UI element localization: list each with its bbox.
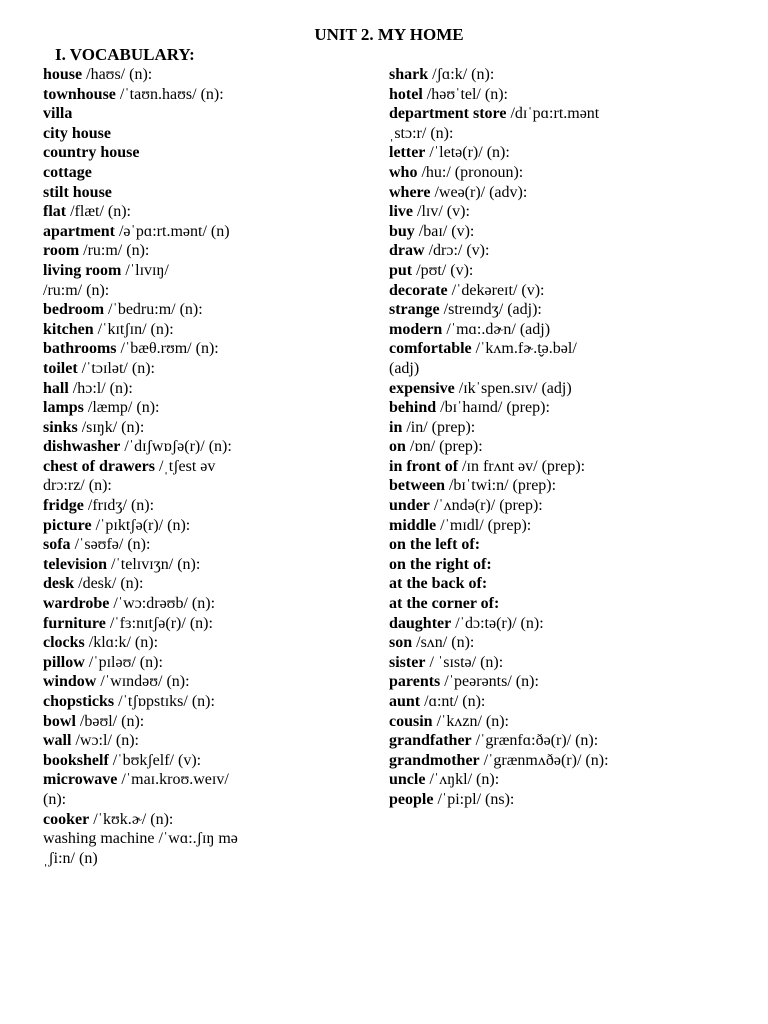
vocab-word: middle <box>389 516 437 534</box>
vocab-word: flat <box>43 203 67 221</box>
vocab-word: modern <box>389 320 443 338</box>
vocab-word: sofa <box>43 536 71 554</box>
vocab-pronunciation: /ˈdekəreɪt/ (v): <box>447 281 545 299</box>
vocab-entry <box>43 398 343 418</box>
vocab-pronunciation: /desk/ (n): <box>74 575 144 593</box>
vocab-pronunciation: /ˈgrænfɑ:ðə(r)/ (n): <box>471 732 599 750</box>
vocab-pronunciation: /haʊs/ (n): <box>82 66 153 83</box>
vocab-entry <box>43 516 343 536</box>
vocab-word: television <box>43 555 107 573</box>
vocab-entry <box>43 85 343 105</box>
vocab-word: on the right of: <box>389 555 492 573</box>
vocab-pronunciation: washing machine /ˈwɑ:.ʃɪŋ mə <box>43 830 238 848</box>
vocab-pronunciation: /əˈpɑ:rt.mənt/ (n) <box>114 222 230 240</box>
vocab-pronunciation: /ˈkʌm.fɚ.t̬ə.bəl/ <box>471 340 577 358</box>
vocab-word: shark <box>389 66 429 83</box>
vocab-pronunciation: /ˈpɪktʃə(r)/ (n): <box>91 516 191 534</box>
vocab-word: live <box>389 203 413 221</box>
vocab-word: behind <box>389 399 437 417</box>
vocab-word: room <box>43 242 80 260</box>
vocab-entry <box>43 731 343 751</box>
vocab-entry <box>43 359 343 379</box>
vocab-entry <box>389 476 729 496</box>
vocab-entry <box>389 379 729 399</box>
vocab-word: sister <box>389 653 426 671</box>
vocab-entry <box>389 770 729 790</box>
vocab-entry <box>389 359 729 379</box>
vocab-entry <box>389 712 729 732</box>
vocab-pronunciation: /ˈkɪtʃɪn/ (n): <box>93 320 174 338</box>
vocab-pronunciation: /ru:m/ (n): <box>79 242 150 260</box>
vocab-column-right <box>389 65 729 810</box>
vocab-pronunciation: /ɪn frʌnt əv/ (prep): <box>458 457 586 475</box>
vocab-word: living room <box>43 261 122 279</box>
vocab-pronunciation: /ˈwɔ:drəʊb/ (n): <box>109 595 216 613</box>
vocab-entry <box>43 790 343 810</box>
vocab-word: cousin <box>389 712 433 730</box>
vocab-word: sinks <box>43 418 78 436</box>
vocab-pronunciation: ˌʃi:n/ (n) <box>43 849 98 867</box>
vocab-pronunciation: /hɔ:l/ (n): <box>68 379 133 397</box>
vocab-pronunciation: (n): <box>43 790 67 808</box>
vocab-pronunciation: /ˈfɜ:nɪtʃə(r)/ (n): <box>105 614 213 632</box>
page-title: UNIT 2. MY HOME <box>314 25 464 44</box>
vocab-entry <box>43 672 343 692</box>
vocab-pronunciation: /ˈtaʊn.haʊs/ (n): <box>115 85 224 103</box>
vocab-pronunciation: /ru:m/ (n): <box>43 281 110 299</box>
vocab-word: at the corner of: <box>389 595 500 613</box>
vocab-pronunciation: /bəʊl/ (n): <box>75 712 145 730</box>
vocab-column-left <box>43 65 343 868</box>
vocab-entry <box>389 281 729 301</box>
vocab-entry <box>389 241 729 261</box>
vocab-entry <box>43 810 343 830</box>
vocab-entry <box>43 653 343 673</box>
vocab-word: chest of drawers <box>43 457 155 475</box>
vocab-entry <box>389 790 729 810</box>
vocab-word: under <box>389 497 430 515</box>
vocab-pronunciation: /weə(r)/ (adv): <box>430 183 528 201</box>
vocab-word: country house <box>43 144 140 162</box>
vocab-entry <box>43 849 343 869</box>
vocab-word: house <box>43 66 83 83</box>
vocab-entry <box>389 300 729 320</box>
vocab-entry <box>389 85 729 105</box>
vocab-word: letter <box>389 144 426 162</box>
vocab-word: dishwasher <box>43 438 121 456</box>
vocab-entry <box>389 104 729 124</box>
vocab-word: chopsticks <box>43 693 115 710</box>
vocab-pronunciation: /ɑ:nt/ (n): <box>420 693 486 710</box>
vocab-entry <box>43 437 343 457</box>
vocab-entry <box>389 457 729 477</box>
vocab-pronunciation: /ˈsəʊfə/ (n): <box>70 536 151 554</box>
vocab-word: people <box>389 790 434 808</box>
vocab-word: toilet <box>43 359 78 377</box>
vocab-pronunciation: /bɪˈhaɪnd/ (prep): <box>436 399 550 417</box>
vocab-word: bathrooms <box>43 340 117 358</box>
vocab-word: furniture <box>43 614 106 632</box>
vocab-word: wardrobe <box>43 595 110 613</box>
vocab-word: parents <box>389 673 441 691</box>
vocab-entry <box>43 476 343 496</box>
vocab-entry <box>43 594 343 614</box>
vocab-pronunciation: /baɪ/ (v): <box>414 222 475 240</box>
vocab-pronunciation: /ˈtɔɪlət/ (n): <box>77 359 155 377</box>
vocab-entry <box>43 339 343 359</box>
vocab-word: on the left of: <box>389 536 481 554</box>
vocab-pronunciation: /ˈmaɪ.kroʊ.weɪv/ <box>117 771 229 789</box>
vocab-entry <box>389 163 729 183</box>
vocab-pronunciation: /ˈtʃɒpstɪks/ (n): <box>114 693 215 710</box>
vocab-entry <box>389 320 729 340</box>
vocab-entry <box>389 633 729 653</box>
vocab-entry <box>389 653 729 673</box>
vocab-entry <box>43 222 343 242</box>
vocab-pronunciation: /bɪˈtwi:n/ (prep): <box>444 477 557 495</box>
vocab-word: on <box>389 438 406 456</box>
vocab-pronunciation: /ˈdɪʃwɒʃə(r)/ (n): <box>120 438 232 456</box>
vocab-entry <box>43 770 343 790</box>
vocab-pronunciation: /ɪkˈspen.sɪv/ (adj) <box>454 379 572 397</box>
vocab-pronunciation: /ˈkʊk.ɚ/ (n): <box>89 810 174 828</box>
vocab-pronunciation: /ʃɑ:k/ (n): <box>428 66 495 83</box>
vocab-entry <box>43 241 343 261</box>
vocab-word: expensive <box>389 379 455 397</box>
vocab-pronunciation: /ˈgrænmʌðə(r)/ (n): <box>479 751 609 769</box>
vocab-entry <box>389 672 729 692</box>
vocab-pronunciation: /flæt/ (n): <box>66 203 131 221</box>
vocab-pronunciation: ˌstɔ:r/ (n): <box>389 124 454 142</box>
vocab-pronunciation: /ˈpɪləʊ/ (n): <box>84 653 163 671</box>
vocab-entry <box>43 163 343 183</box>
vocab-entry <box>43 555 343 575</box>
vocab-pronunciation: /ˈletə(r)/ (n): <box>425 144 510 162</box>
vocab-entry <box>389 535 729 555</box>
vocab-pronunciation: /ˈʌŋkl/ (n): <box>425 771 500 789</box>
vocab-word: apartment <box>43 222 115 240</box>
vocab-pronunciation: /ˈʌndə(r)/ (prep): <box>429 497 543 515</box>
vocab-word: daughter <box>389 614 452 632</box>
vocab-entry <box>43 143 343 163</box>
vocab-pronunciation: /ˈkʌzn/ (n): <box>432 712 509 730</box>
vocab-entry <box>43 633 343 653</box>
vocab-entry <box>43 202 343 222</box>
vocab-entry <box>389 437 729 457</box>
vocab-entry <box>389 516 729 536</box>
vocab-word: decorate <box>389 281 448 299</box>
vocab-pronunciation: / ˈsɪstə/ (n): <box>425 653 504 671</box>
vocab-pronunciation: /ˈmɪdl/ (prep): <box>436 516 532 534</box>
vocab-entry <box>43 574 343 594</box>
vocab-word: son <box>389 634 413 652</box>
vocab-entry <box>43 261 343 281</box>
vocab-entry <box>43 418 343 438</box>
vocab-entry <box>43 183 343 203</box>
vocab-word: pillow <box>43 653 85 671</box>
vocab-pronunciation: /ˈbʊkʃelf/ (v): <box>108 751 202 769</box>
vocab-word: strange <box>389 301 440 319</box>
vocab-entry <box>389 496 729 516</box>
vocab-pronunciation: /ˈbæθ.rʊm/ (n): <box>116 340 219 358</box>
vocab-entry <box>43 535 343 555</box>
vocab-pronunciation: /drɔ:/ (v): <box>424 242 490 260</box>
vocab-pronunciation: /streɪndʒ/ (adj): <box>439 301 542 319</box>
vocab-pronunciation: /in/ (prep): <box>402 418 476 436</box>
vocab-pronunciation: /ɒn/ (prep): <box>405 438 483 456</box>
vocab-pronunciation: /lɪv/ (v): <box>413 203 470 221</box>
vocab-entry <box>389 574 729 594</box>
vocab-word: in <box>389 418 403 436</box>
vocab-word: aunt <box>389 693 421 710</box>
vocab-entry <box>389 261 729 281</box>
vocab-pronunciation: /læmp/ (n): <box>83 399 160 417</box>
vocab-pronunciation: /ˈlɪvɪŋ/ <box>121 261 169 279</box>
vocab-entry <box>43 457 343 477</box>
vocab-word: window <box>43 673 97 691</box>
vocab-entry <box>389 398 729 418</box>
vocab-entry <box>43 712 343 732</box>
vocab-word: department store <box>389 105 507 123</box>
vocab-pronunciation: /klɑ:k/ (n): <box>84 634 159 652</box>
vocab-entry <box>389 692 729 712</box>
vocab-word: draw <box>389 242 425 260</box>
vocab-entry <box>389 202 729 222</box>
vocab-pronunciation: /ˌtʃest əv <box>154 457 216 475</box>
vocab-word: at the back of: <box>389 575 488 593</box>
vocab-word: townhouse <box>43 85 116 103</box>
vocab-word: villa <box>43 105 73 123</box>
vocab-entry <box>43 829 343 849</box>
vocab-entry <box>43 614 343 634</box>
vocab-word: bedroom <box>43 301 105 319</box>
vocab-word: between <box>389 477 445 495</box>
vocab-word: stilt house <box>43 183 112 201</box>
vocab-word: in front of <box>389 457 459 475</box>
vocab-pronunciation: /hu:/ (pronoun): <box>417 163 524 181</box>
vocab-word: put <box>389 261 413 279</box>
vocab-entry <box>389 555 729 575</box>
vocab-word: kitchen <box>43 320 94 338</box>
vocab-word: city house <box>43 124 111 142</box>
vocab-word: wall <box>43 732 72 750</box>
vocab-pronunciation: /ˈwɪndəʊ/ (n): <box>96 673 190 691</box>
vocab-entry <box>389 731 729 751</box>
vocab-pronunciation: /pʊt/ (v): <box>412 261 474 279</box>
vocab-entry <box>389 124 729 144</box>
vocab-entry <box>43 124 343 144</box>
vocab-pronunciation: (adj) <box>389 359 420 377</box>
vocab-entry <box>389 222 729 242</box>
vocab-entry <box>43 496 343 516</box>
vocab-word: fridge <box>43 497 84 515</box>
vocab-word: grandmother <box>389 751 480 769</box>
vocab-pronunciation: /sɪŋk/ (n): <box>77 418 145 436</box>
vocab-word: uncle <box>389 771 426 789</box>
vocab-pronunciation: /wɔ:l/ (n): <box>71 732 139 750</box>
vocab-pronunciation: /ˈdɔ:tə(r)/ (n): <box>451 614 544 632</box>
vocab-entry <box>389 594 729 614</box>
vocab-entry <box>389 751 729 771</box>
vocab-entry <box>43 320 343 340</box>
vocab-entry <box>389 183 729 203</box>
vocab-word: who <box>389 163 418 181</box>
vocab-entry <box>43 379 343 399</box>
vocab-entry <box>389 614 729 634</box>
vocab-pronunciation: /ˈmɑ:.dɚn/ (adj) <box>442 320 551 338</box>
vocab-pronunciation: drɔ:rz/ (n): <box>43 477 112 495</box>
vocab-word: picture <box>43 516 92 534</box>
vocab-word: cooker <box>43 810 90 828</box>
vocab-word: microwave <box>43 771 118 789</box>
vocab-entry <box>389 339 729 359</box>
vocab-word: desk <box>43 575 75 593</box>
vocab-word: comfortable <box>389 340 472 358</box>
vocab-pronunciation: /ˈbedru:m/ (n): <box>104 301 203 319</box>
vocab-pronunciation: /ˈtelɪvɪʒn/ (n): <box>107 555 201 573</box>
vocab-word: bowl <box>43 712 76 730</box>
vocab-entry <box>43 300 343 320</box>
vocab-pronunciation: /ˈpi:pl/ (ns): <box>433 790 515 808</box>
vocab-pronunciation: /dɪˈpɑ:rt.mənt <box>506 105 600 123</box>
vocab-pronunciation: /frɪdʒ/ (n): <box>83 497 155 515</box>
vocab-word: bookshelf <box>43 751 109 769</box>
vocab-word: hall <box>43 379 69 397</box>
vocab-word: where <box>389 183 431 201</box>
vocab-pronunciation: /ˈpeərənts/ (n): <box>440 673 539 691</box>
vocab-entry <box>43 281 343 301</box>
vocab-entry <box>43 104 343 124</box>
vocab-entry <box>389 143 729 163</box>
vocab-entry <box>43 65 343 85</box>
vocab-entry <box>43 692 343 712</box>
vocab-pronunciation: /həʊˈtel/ (n): <box>422 85 508 103</box>
vocab-word: cottage <box>43 163 92 181</box>
section-heading: I. VOCABULARY: <box>55 45 195 64</box>
vocab-pronunciation: /sʌn/ (n): <box>412 634 475 652</box>
vocab-entry <box>389 418 729 438</box>
vocab-word: hotel <box>389 85 423 103</box>
vocab-word: clocks <box>43 634 85 652</box>
vocab-word: grandfather <box>389 732 472 750</box>
vocab-word: buy <box>389 222 415 240</box>
vocab-entry <box>389 65 729 85</box>
vocab-word: lamps <box>43 399 84 417</box>
vocab-entry <box>43 751 343 771</box>
